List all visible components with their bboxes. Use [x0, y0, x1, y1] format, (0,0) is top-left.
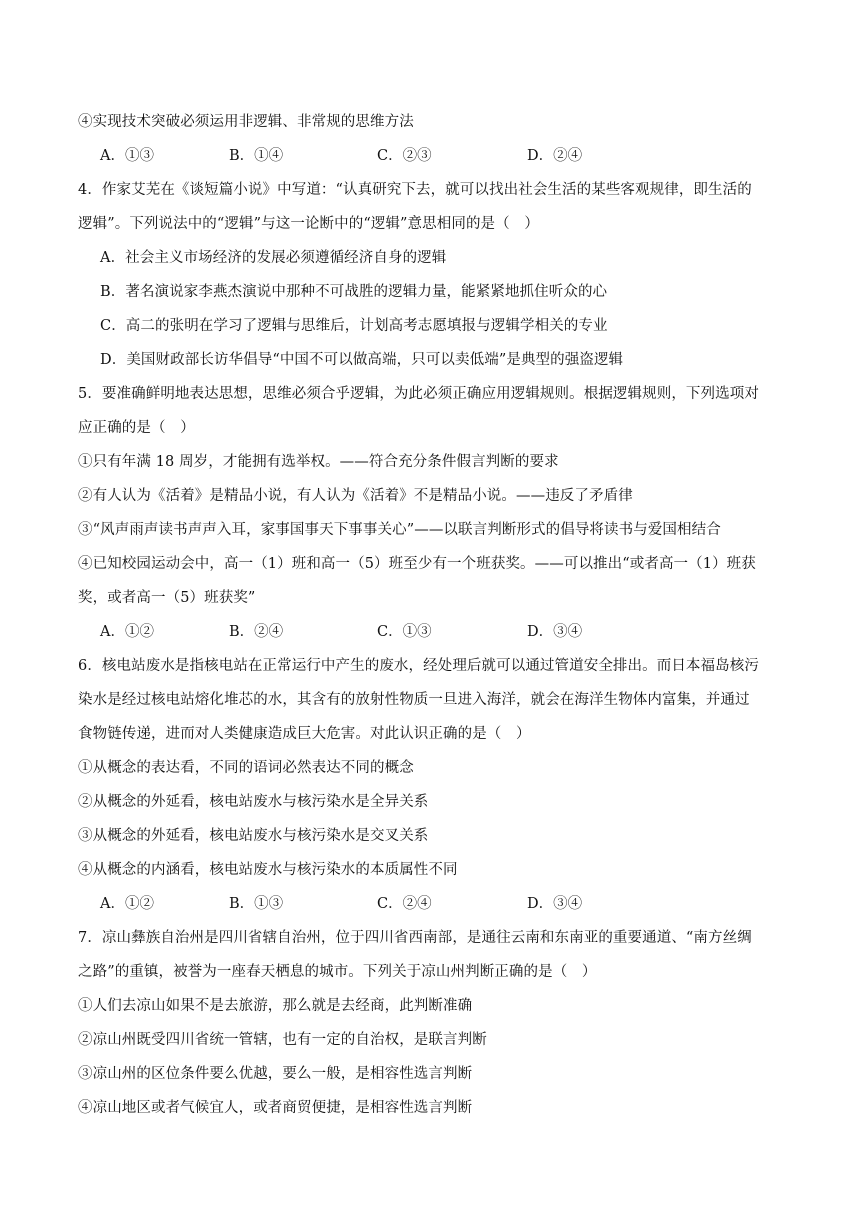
q6-option-a[interactable]: A．①②: [100, 896, 154, 912]
q7-item-3: ③凉山州的区位条件要么优越，要么一般，是相容性选言判断: [78, 1066, 473, 1082]
q5-option-d[interactable]: D．③④: [527, 624, 583, 640]
q6-item-3: ③从概念的外延看，核电站废水与核污染水是交叉关系: [78, 828, 429, 844]
q6-option-b[interactable]: B．①③: [229, 896, 284, 912]
q3-option-c[interactable]: C．②③: [377, 148, 432, 164]
q6-item-1: ①从概念的表达看，不同的语词必然表达不同的概念: [78, 760, 414, 776]
q3-option-a[interactable]: A．①③: [100, 148, 154, 164]
q4-choice-d[interactable]: D．美国财政部长访华倡导“中国不可以做高端，只可以卖低端”是典型的强盗逻辑: [100, 352, 624, 368]
q7-item-4: ④凉山地区或者气候宜人，或者商贸便捷，是相容性选言判断: [78, 1100, 473, 1116]
q5-stem-line-2: 应正确的是（ ）: [78, 420, 195, 436]
q5-option-a[interactable]: A．①②: [100, 624, 154, 640]
q6-item-4: ④从概念的内涵看，核电站废水与核污染水的本质属性不同: [78, 862, 458, 878]
q6-item-2: ②从概念的外延看，核电站废水与核污染水是全异关系: [78, 794, 429, 810]
q5-item-1: ①只有年满 18 周岁，才能拥有选举权。——符合充分条件假言判断的要求: [78, 454, 559, 470]
q5-item-4: ④已知校园运动会中，高一（1）班和高一（5）班至少有一个班获奖。——可以推出“或者高一（1）班获: [78, 556, 756, 572]
q7-stem-line-1: 7．凉山彝族自治州是四川省辖自治州，位于四川省西南部，是通往云南和东南亚的重要通道、“南方丝绸: [78, 930, 752, 946]
q7-item-2: ②凉山州既受四川省统一管辖，也有一定的自治权，是联言判断: [78, 1032, 487, 1048]
q5-item-4-cont: 奖，或者高一（5）班获奖”: [78, 590, 256, 606]
q4-choice-c[interactable]: C．高二的张明在学习了逻辑与思维后，计划高考志愿填报与逻辑学相关的专业: [100, 318, 608, 334]
q6-stem-line-1: 6．核电站废水是指核电站在正常运行中产生的废水，经处理后就可以通过管道安全排出。而日本福岛核污: [78, 658, 759, 674]
q4-choice-a[interactable]: A．社会主义市场经济的发展必须遵循经济自身的逻辑: [100, 250, 447, 266]
q5-options: [100, 622, 740, 642]
q4-stem-line-1: 4．作家艾芜在《谈短篇小说》中写道：“认真研究下去，就可以找出社会生活的某些客观规律，即生活的: [78, 182, 752, 198]
q5-item-2: ②有人认为《活着》是精品小说，有人认为《活着》不是精品小说。——违反了矛盾律: [78, 488, 633, 504]
q3-option-b[interactable]: B．①④: [229, 148, 284, 164]
q6-option-c[interactable]: C．②④: [377, 896, 432, 912]
q3-option-d[interactable]: D．②④: [527, 148, 583, 164]
q7-item-1: ①人们去凉山如果不是去旅游，那么就是去经商，此判断准确: [78, 998, 473, 1014]
q3-options: [100, 146, 740, 166]
q7-stem-line-2: 之路”的重镇，被誉为一座春天栖息的城市。下列关于凉山州判断正确的是（ ）: [78, 964, 597, 980]
q4-stem-line-2: 逻辑”。下列说法中的“逻辑”与这一论断中的“逻辑”意思相同的是（ ）: [78, 216, 539, 232]
q6-stem-line-2: 染水是经过核电站熔化堆芯的水，其含有的放射性物质一旦进入海洋，就会在海洋生物体内富集，并通过: [78, 692, 750, 708]
q5-option-c[interactable]: C．①③: [377, 624, 432, 640]
q5-stem-line-1: 5．要准确鲜明地表达思想，思维必须合乎逻辑，为此必须正确应用逻辑规则。根据逻辑规则，下列选项对: [78, 386, 759, 402]
q6-option-d[interactable]: D．③④: [527, 896, 583, 912]
q6-options: [100, 894, 740, 914]
q5-option-b[interactable]: B．②④: [229, 624, 284, 640]
q4-choice-b[interactable]: B．著名演说家李燕杰演说中那种不可战胜的逻辑力量，能紧紧地抓住听众的心: [100, 284, 608, 300]
q6-stem-line-3: 食物链传递，进而对人类健康造成巨大危害。对此认识正确的是（ ）: [78, 726, 531, 742]
q5-item-3: ③“风声雨声读书声声入耳，家事国事天下事事关心”——以联言判断形式的倡导将读书与爱国相结合: [78, 522, 721, 538]
q3-item-4: ④实现技术突破必须运用非逻辑、非常规的思维方法: [78, 114, 414, 130]
